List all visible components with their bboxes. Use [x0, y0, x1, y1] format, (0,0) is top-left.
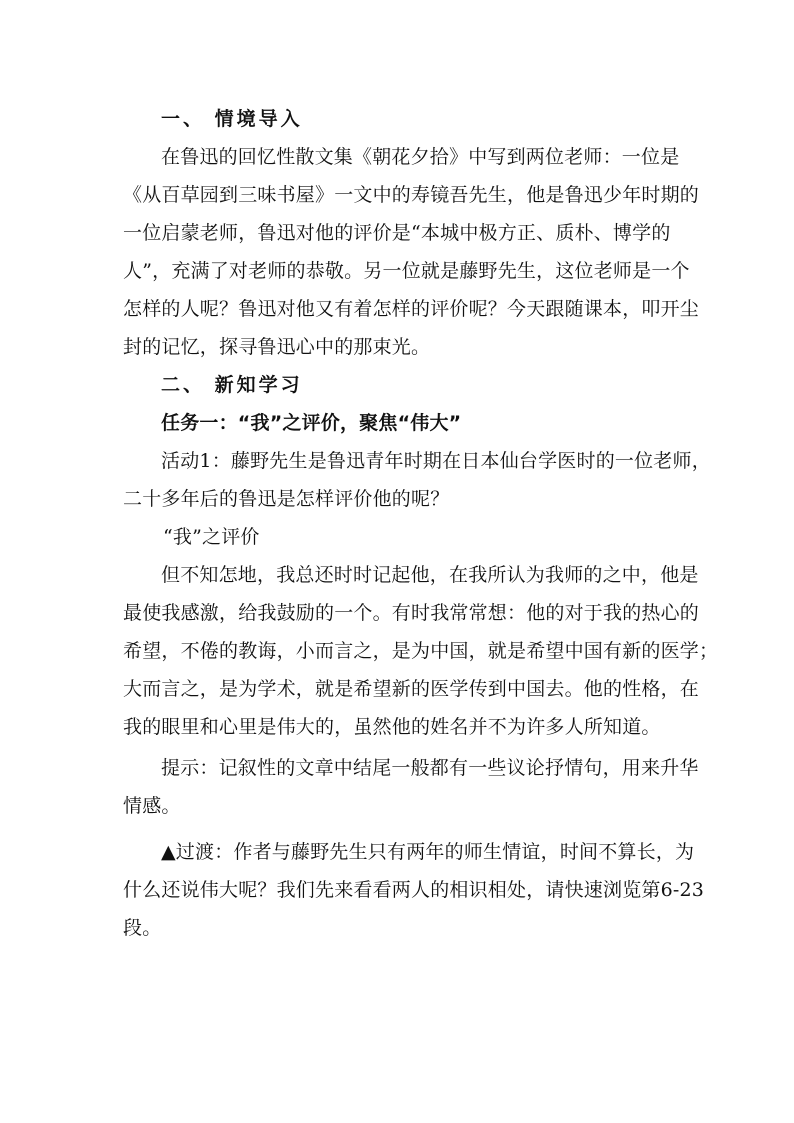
quote-line: 最使我感激，给我鼓励的一个。有时我常常想：他的对于我的热心的 — [123, 602, 700, 624]
quote-line: 希望，不倦的教诲，小而言之，是为中国，就是希望中国有新的医学； — [123, 640, 719, 662]
paragraph-line: 怎样的人呢？鲁迅对他又有着怎样的评价呢？今天跟随课本，叩开尘 — [123, 298, 700, 320]
paragraph-line: 一位启蒙老师，鲁迅对他的评价是“本城中极方正、质朴、博学的 — [123, 222, 671, 244]
quote-line: 我的眼里和心里是伟大的，虽然他的姓名并不为许多人所知道。 — [123, 716, 661, 738]
document-page — [123, 100, 719, 947]
paragraph-line: 在鲁迅的回忆性散文集《朝花夕拾》中写到两位老师：一位是 — [161, 146, 680, 168]
transition-line: ▲过渡：作者与藤野先生只有两年的师生情谊，时间不算长，为 — [161, 841, 695, 863]
paragraph-line: 《从百草园到三味书屋》一文中的寿镜吾先生，他是鲁迅少年时期的 — [123, 184, 700, 206]
activity-line: 活动1：藤野先生是鲁迅青年时期在日本仙台学医时的一位老师， — [161, 450, 711, 472]
hint-line: 提示：记叙性的文章中结尾一般都有一些议论抒情句，用来升华 — [161, 757, 699, 779]
activity-line: 二十多年后的鲁迅是怎样评价他的呢？ — [123, 488, 450, 510]
paragraph-line: 人”，充满了对老师的恭敬。另一位就是藤野先生，这位老师是一个 — [123, 260, 690, 282]
quote-line: 但不知怎地，我总还时时记起他，在我所认为我师的之中，他是 — [161, 564, 699, 586]
transition-line: 段。 — [123, 917, 162, 939]
task-heading: 任务一：“我”之评价，聚焦“伟大” — [161, 412, 462, 434]
evaluation-label: “我”之评价 — [163, 526, 260, 548]
section-heading-1: 一、 情境导入 — [161, 108, 303, 130]
paragraph-line: 封的记忆，探寻鲁迅心中的那束光。 — [123, 336, 431, 358]
hint-line: 情感。 — [123, 795, 181, 817]
quote-line: 大而言之，是为学术，就是希望新的医学传到中国去。他的性格，在 — [123, 678, 700, 700]
transition-line: 什么还说伟大呢？我们先来看看两人的相识相处，请快速浏览第6-23 — [123, 879, 705, 901]
section-heading-2: 二、 新知学习 — [161, 374, 303, 396]
